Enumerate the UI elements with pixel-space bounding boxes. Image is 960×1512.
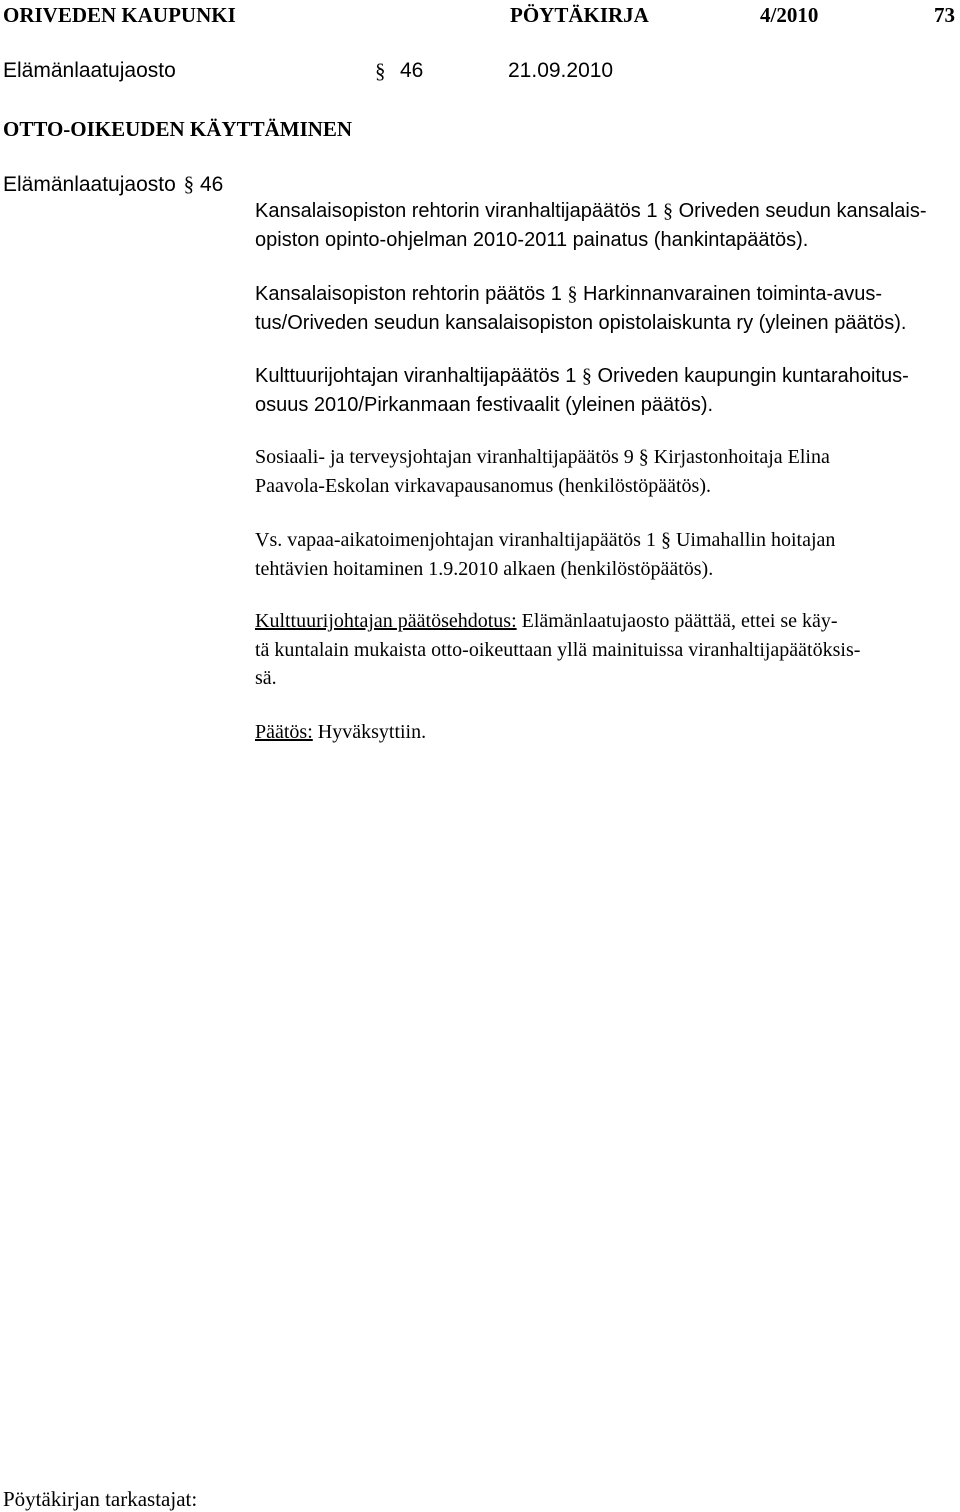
subheader-board: Elämänlaatujaosto [3,59,176,82]
decision-line: opiston opinto-ohjelman 2010-2011 painatus (hankintapäätös). [255,228,809,251]
decision-text: Harkinnanvarainen toiminta-avus- [583,283,883,305]
section-sign: § [183,172,195,196]
decision-text: Vs. vapaa-aikatoimenjohtajan viranhaltijapäätös 1 [255,529,656,551]
decision-line: tehtävien hoitaminen 1.9.2010 alkaen (henkilöstöpäätös). [255,557,714,580]
decision-line [255,197,955,226]
decision-result-line [255,718,955,747]
decision-line [255,443,955,472]
proposal-text: Elämänlaatujaosto päättää, ettei se käy- [521,610,838,632]
decision-line: osuus 2010/Pirkanmaan festivaalit (yleinen päätös). [255,393,714,416]
section-sign: § [660,529,671,551]
decision-text: Oriveden kaupungin kuntarahoitus- [597,365,909,387]
section-sign: § [663,200,674,222]
decision-line [255,526,955,555]
section-number: 46 [199,173,224,196]
subheader-date: 21.09.2010 [508,59,614,82]
header-page-number: 73 [934,3,955,27]
decision-result [255,718,955,747]
decision-item-2 [255,280,955,337]
decision-result-text: Hyväksyttiin. [317,721,427,743]
decision-text: Kirjastonhoitaja Elina [653,446,830,468]
proposal-label: Kulttuurijohtajan päätösehdotus: [255,610,517,632]
decision-line [255,362,955,391]
decision-line: tus/Oriveden seudun kansalaisopiston opistolaiskunta ry (yleinen päätös). [255,311,907,334]
decision-item-3 [255,362,955,419]
header-issue-number: 4/2010 [760,3,819,27]
footer-reviewers-label: Pöytäkirjan tarkastajat: [3,1487,198,1511]
section-sign: § [581,365,592,387]
decision-proposal [255,607,955,693]
section-board: Elämänlaatujaosto [3,173,176,196]
decision-item-1 [255,197,955,254]
proposal-line: tä kuntalain mukaista otto-oikeuttaan yllä mainituissa viranhaltijapäätöksis- [255,638,861,661]
subheader-section-sign: § [375,59,386,83]
decision-text: Kansalaisopiston rehtorin viranhaltijapäätös 1 [255,200,658,222]
decision-line: Paavola-Eskolan virkavapausanomus (henkilöstöpäätös). [255,474,711,497]
decision-text: Oriveden seudun kansalais- [678,200,927,222]
decision-item-4 [255,443,955,500]
decision-item-5 [255,526,955,583]
section-sign: § [567,283,578,305]
page-title: OTTO-OIKEUDEN KÄYTTÄMINEN [3,117,353,141]
decision-text: Sosiaali- ja terveysjohtajan viranhaltijapäätös 9 [255,446,634,468]
decision-label: Päätös: [255,721,313,743]
section-sign: § [638,446,649,468]
section-reference [3,170,223,199]
proposal-line: sä. [255,667,277,689]
decision-text: Kulttuurijohtajan viranhaltijapäätös 1 [255,365,577,387]
proposal-line [255,607,955,636]
subheader-section-number: 46 [400,59,424,82]
decision-text: Kansalaisopiston rehtorin päätös 1 [255,283,562,305]
header-organization: ORIVEDEN KAUPUNKI [3,3,236,27]
header-document-type: PÖYTÄKIRJA [510,3,649,27]
decision-text: Uimahallin hoitajan [675,529,836,551]
decision-line [255,280,955,309]
